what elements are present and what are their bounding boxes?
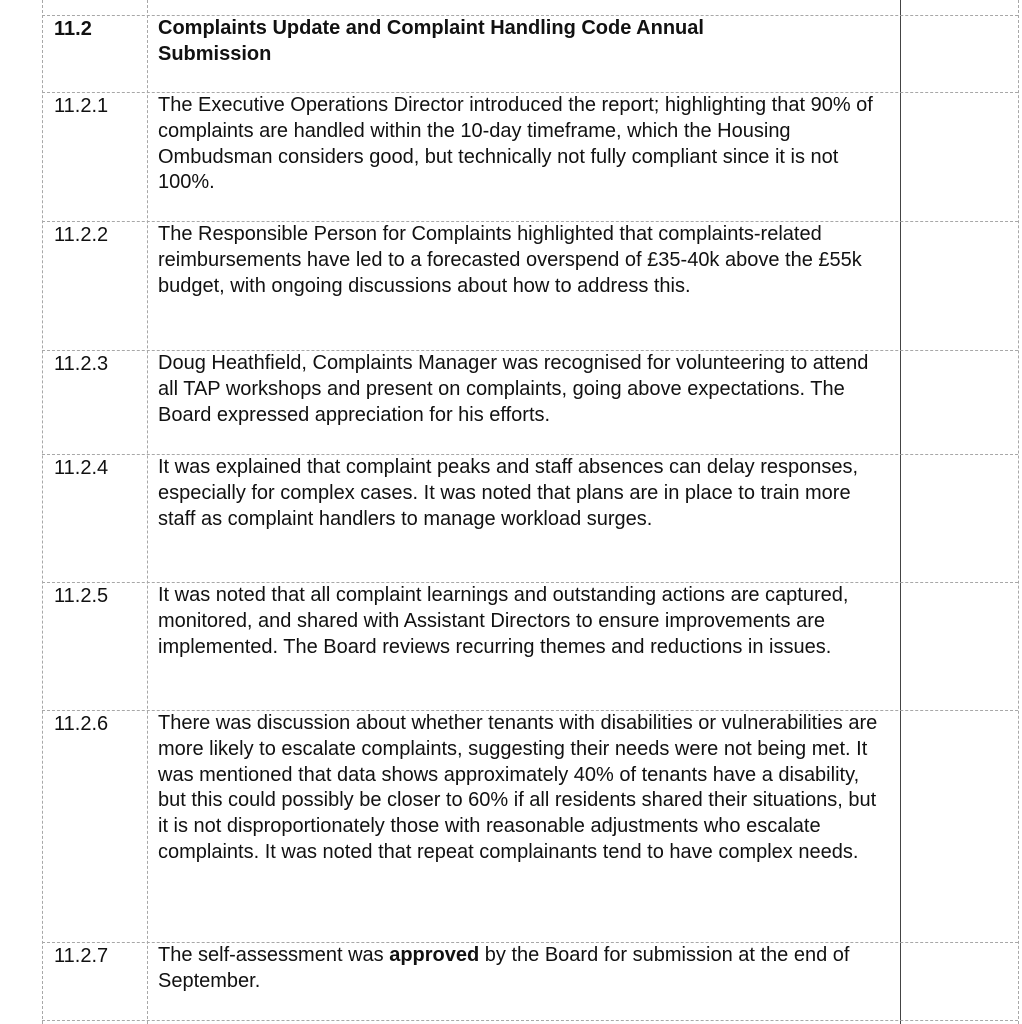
content-column-divider <box>900 0 901 1024</box>
item-text: Doug Heathfield, Complaints Manager was recognised for volunteering to attend all TAP workshops and present on complaints, going above expectations. The Board expressed appreciation for his efforts. <box>158 352 869 426</box>
item-text-after: by the Board for submission at the end of September. <box>158 944 850 992</box>
item-number: 11.2.1 <box>54 95 109 117</box>
section-number: 11.2 <box>54 18 92 40</box>
item-number: 11.2.5 <box>54 585 109 607</box>
section-title: Complaints Update and Complaint Handling Code Annual Submission <box>158 17 704 65</box>
item-text: The Executive Operations Director introduced the report; highlighting that 90% of complaints are handled within the 10-day timeframe, which the Housing Ombudsman considers good, but technically not fully compliant since it is not 100%. <box>158 94 873 194</box>
item-number: 11.2.7 <box>54 945 109 967</box>
item-number: 11.2.4 <box>54 457 109 479</box>
item-text: There was discussion about whether tenants with disabilities or vulnerabilities are more likely to escalate complaints, suggesting their needs were not being met. It was mentioned that data shows approximately 40% of tenants have a disability, but this could possibly be closer to 60% if all residents shared their situations, but it is not disproportionately those with reasonable adjustments who escalate complaints. It was noted that repeat complainants tend to have complex needs. <box>158 712 878 863</box>
number-column-divider <box>147 0 148 1024</box>
item-text: It was explained that complaint peaks and staff absences can delay responses, especially for complex cases. It was noted that plans are in place to train more staff as complaint handlers to manage workload surges. <box>158 456 859 530</box>
item-text <box>158 943 873 995</box>
approved-emphasis: approved <box>389 944 480 966</box>
item-text-before: The self-assessment was <box>158 944 390 966</box>
item-number: 11.2.3 <box>54 353 109 375</box>
item-number: 11.2.6 <box>54 713 109 735</box>
item-text: It was noted that all complaint learnings and outstanding actions are captured, monitored, and shared with Assistant Directors to ensure improvements are implemented. The Board reviews recurring themes and reductions in issues. <box>158 584 849 658</box>
table-right-border <box>1018 0 1019 1024</box>
item-number: 11.2.2 <box>54 224 109 246</box>
row-divider <box>42 1020 1018 1021</box>
table-left-border <box>42 0 43 1024</box>
item-text: The Responsible Person for Complaints highlighted that complaints-related reimbursements have led to a forecasted overspend of £35-40k above the £55k budget, with ongoing discussions about how to address this. <box>158 223 862 297</box>
